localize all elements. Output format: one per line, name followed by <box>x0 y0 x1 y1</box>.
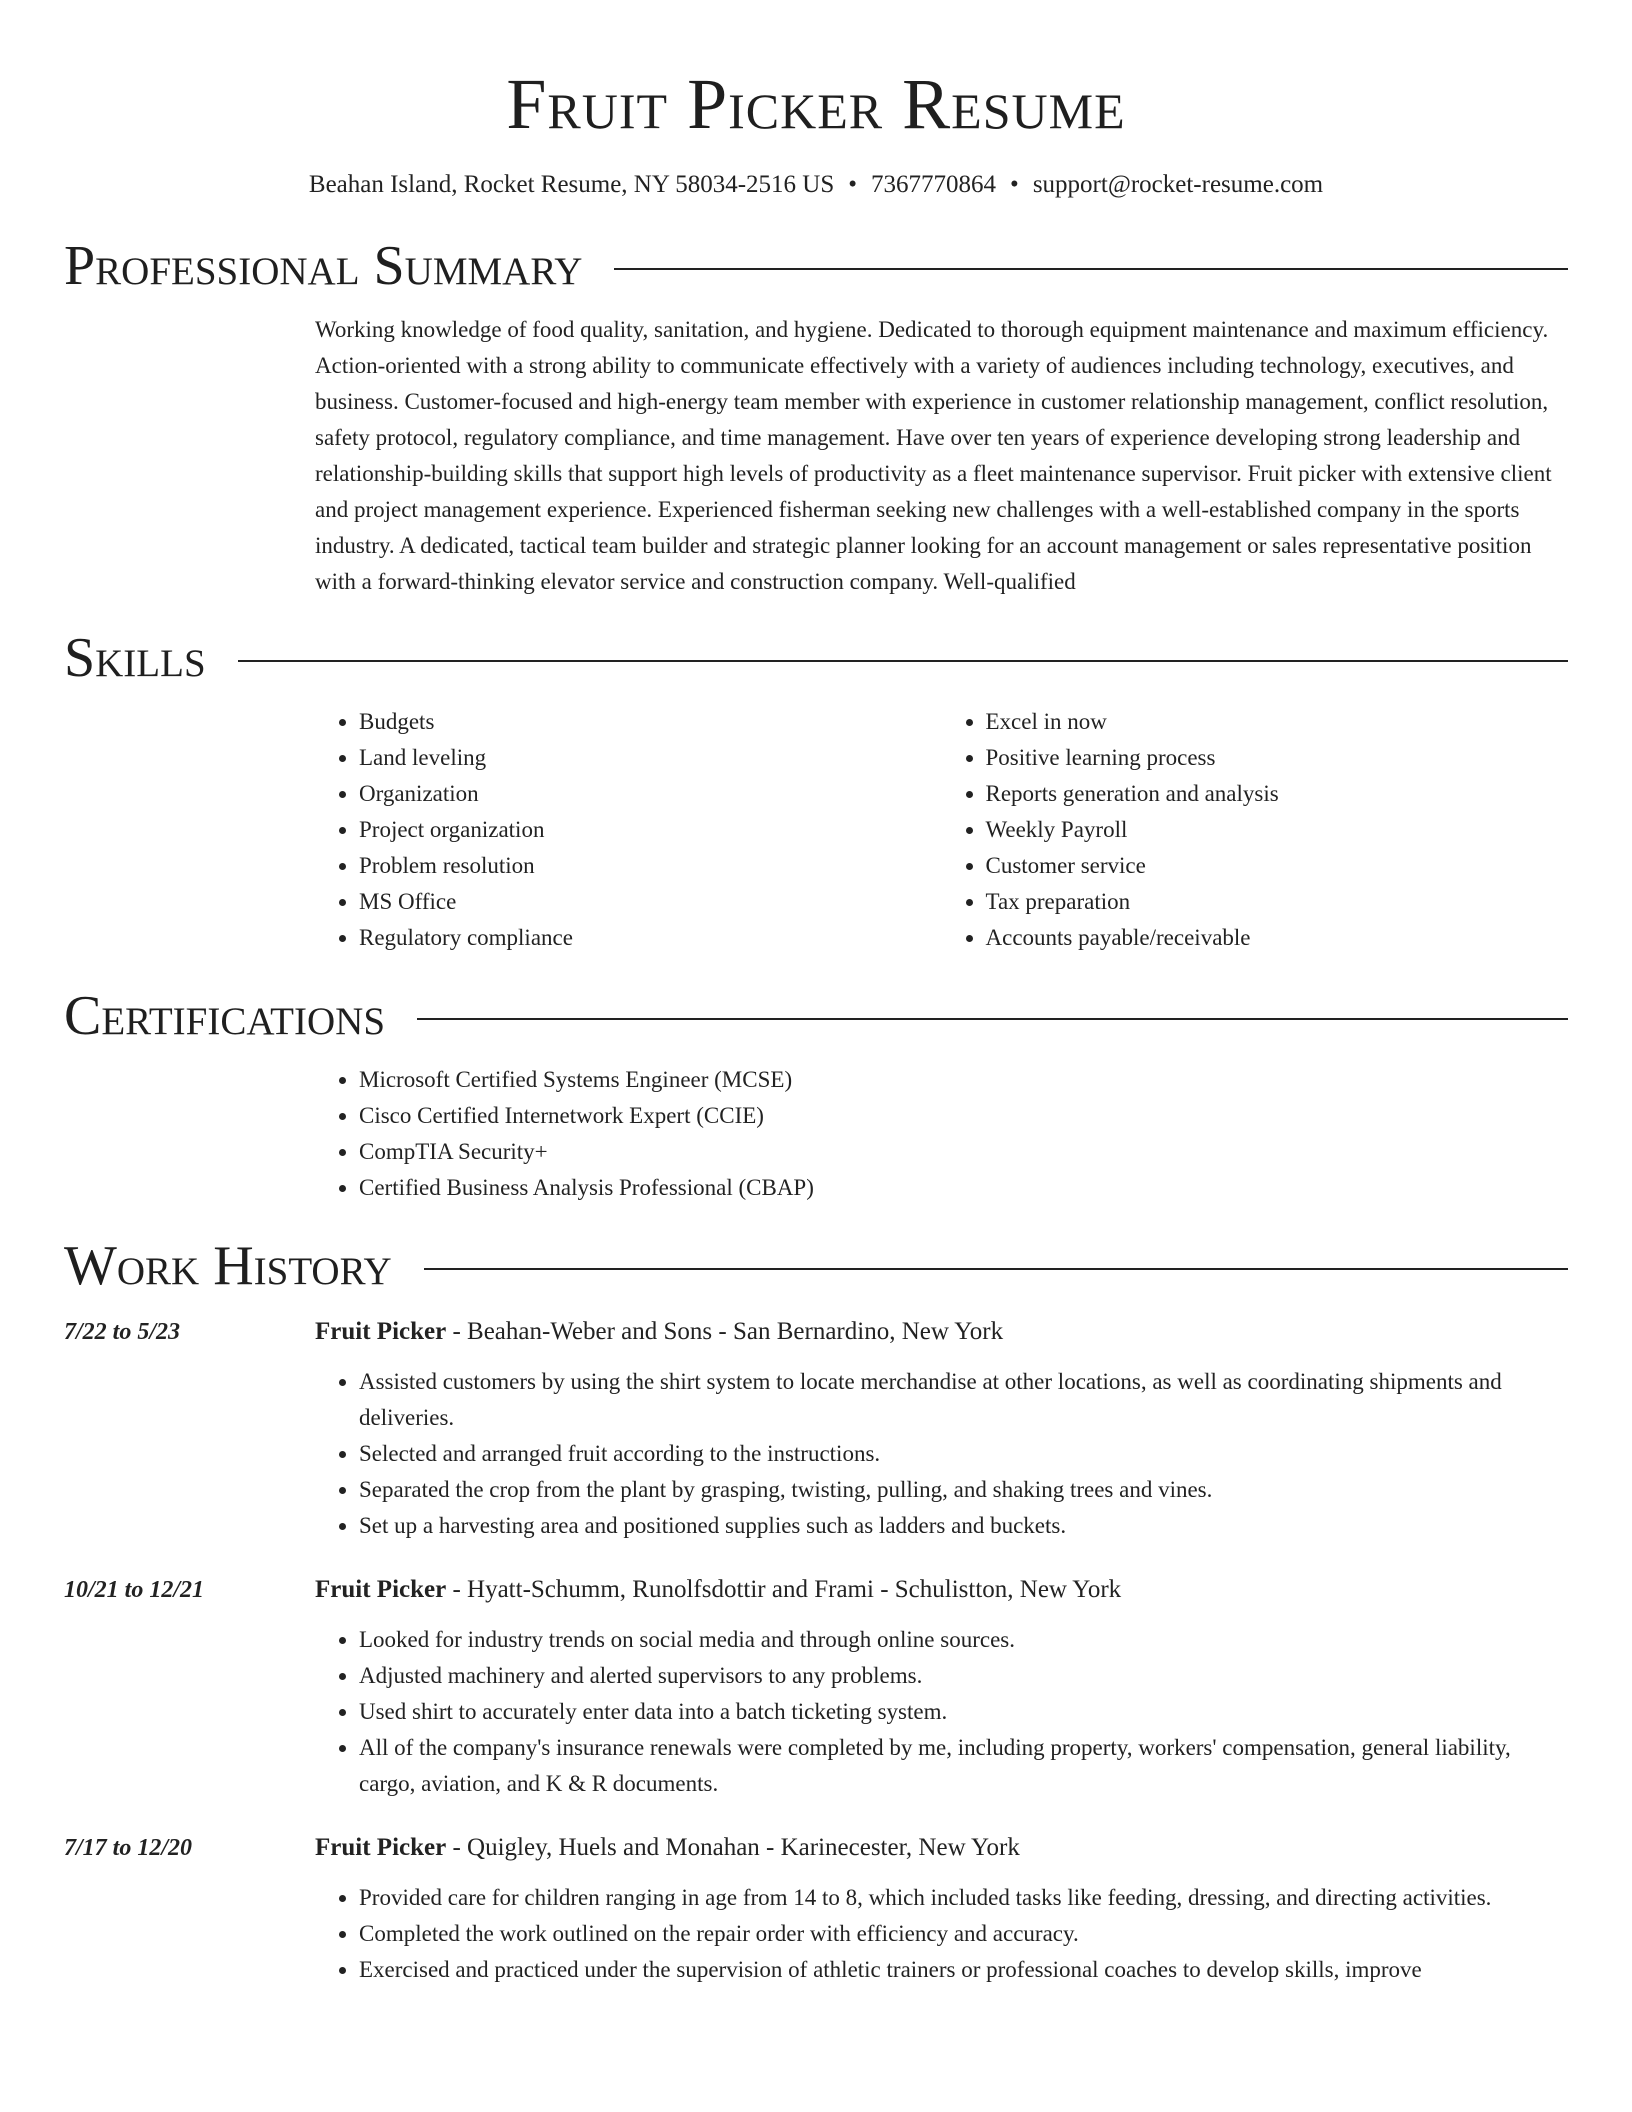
job-employer: - Quigley, Huels and Monahan - Karinecester, New York <box>446 1834 1020 1861</box>
skill-item: • Organization <box>359 776 942 812</box>
skill-item: • Problem resolution <box>359 848 942 884</box>
job-title-line <box>315 1830 1568 1866</box>
section-divider <box>417 1018 1568 1020</box>
job-employer: - Hyatt-Schumm, Runolfsdottir and Frami - Schulistton, New York <box>446 1576 1122 1603</box>
contact-separator: • <box>848 171 858 198</box>
job-details <box>315 1830 1568 1988</box>
contact-email: support@rocket-resume.com <box>1032 171 1324 198</box>
certification-item: • CompTIA Security+ <box>359 1134 1568 1170</box>
summary-heading: Professional Summary <box>64 235 583 297</box>
work-history-list <box>64 1314 1568 1988</box>
skills-column-right <box>942 704 1569 956</box>
certifications-heading: Certifications <box>64 985 386 1047</box>
job-title-line <box>315 1314 1568 1350</box>
skills-column-left <box>315 704 942 956</box>
job-bullet: • Selected and arranged fruit according to the instructions. <box>359 1436 1568 1472</box>
work-history-heading: Work History <box>64 1235 392 1297</box>
certifications-list <box>315 1062 1568 1206</box>
job-bullet: • Completed the work outlined on the repair order with efficiency and accuracy. <box>359 1916 1568 1952</box>
job-details <box>315 1314 1568 1544</box>
skill-item: • Budgets <box>359 704 942 740</box>
job-dates: 7/22 to 5/23 <box>64 1319 181 1345</box>
certification-item: • Cisco Certified Internetwork Expert (CCIE) <box>359 1098 1568 1134</box>
job-employer: - Beahan-Weber and Sons - San Bernardino, New York <box>446 1318 1004 1345</box>
skill-item: • Land leveling <box>359 740 942 776</box>
job-bullet: • Set up a harvesting area and positioned supplies such as ladders and buckets. <box>359 1508 1568 1544</box>
job-title-line <box>315 1572 1568 1608</box>
contact-separator: • <box>1010 171 1019 198</box>
skill-item: • Positive learning process <box>986 740 1569 776</box>
skill-item: • Project organization <box>359 812 942 848</box>
job-entry <box>64 1314 1568 1544</box>
job-bullet: • Looked for industry trends on social media and through online sources. <box>359 1622 1568 1658</box>
job-dates: 7/17 to 12/20 <box>64 1835 193 1861</box>
section-divider <box>424 1268 1568 1270</box>
skill-item: • Customer service <box>986 848 1569 884</box>
job-title: Fruit Picker <box>315 1318 447 1345</box>
skill-item: • Reports generation and analysis <box>986 776 1569 812</box>
job-details <box>315 1572 1568 1802</box>
section-divider <box>238 660 1568 662</box>
section-divider <box>614 268 1568 270</box>
job-bullets <box>315 1364 1568 1544</box>
job-entry <box>64 1830 1568 1988</box>
skills-section-header <box>64 626 1568 690</box>
certification-item: • Microsoft Certified Systems Engineer (MCSE) <box>359 1062 1568 1098</box>
job-title: Fruit Picker <box>315 1834 447 1861</box>
certification-item: • Certified Business Analysis Professional (CBAP) <box>359 1170 1568 1206</box>
skill-item: • Tax preparation <box>986 884 1569 920</box>
job-title: Fruit Picker <box>315 1576 447 1603</box>
summary-text: Working knowledge of food quality, sanitation, and hygiene. Dedicated to thorough equipment maintenance and maximum efficiency. Action-oriented with a strong ability to communicate effectively with a variety of audiences including technology, executives, and business. Customer-focused and high-energy team member with experience in customer relationship management, conflict resolution, safety protocol, regulatory compliance, and time management. Have over ten years of experience developing strong leadership and relationship-building skills that support high levels of productivity as a fleet maintenance supervisor. Fruit picker with extensive client and project management experience. Experienced fisherman seeking new challenges with a well-established company in the sports industry. A dedicated, tactical team builder and strategic planner looking for an account management or sales representative position with a forward-thinking elevator service and construction company. Well-qualified <box>315 317 1552 594</box>
job-bullet: • Used shirt to accurately enter data into a batch ticketing system. <box>359 1694 1568 1730</box>
skills-heading: Skills <box>64 627 206 689</box>
job-dates: 10/21 to 12/21 <box>64 1577 205 1603</box>
job-bullet: • Provided care for children ranging in age from 14 to 8, which included tasks like feeding, dressing, and directing activities. <box>359 1880 1568 1916</box>
job-bullet: • Exercised and practiced under the supervision of athletic trainers or professional coaches to develop skills, improve <box>359 1952 1568 1988</box>
skill-item: • Excel in now <box>986 704 1569 740</box>
job-entry <box>64 1572 1568 1802</box>
summary-section-header <box>64 234 1568 298</box>
work-history-section-header <box>64 1234 1568 1298</box>
skill-item: • Regulatory compliance <box>359 920 942 956</box>
contact-address: Beahan Island, Rocket Resume, NY 58034-2516 US <box>308 171 835 198</box>
job-bullet: • All of the company's insurance renewals were completed by me, including property, workers' compensation, general liability, cargo, aviation, and K & R documents. <box>359 1730 1568 1802</box>
job-bullet: • Adjusted machinery and alerted supervisors to any problems. <box>359 1658 1568 1694</box>
certifications-section-header <box>64 984 1568 1048</box>
job-bullets <box>315 1622 1568 1802</box>
job-bullets <box>315 1880 1568 1988</box>
skill-item: • Accounts payable/receivable <box>986 920 1569 956</box>
job-bullet: • Assisted customers by using the shirt system to locate merchandise at other locations, as well as coordinating shipments and deliveries. <box>359 1364 1568 1436</box>
resume-title: Fruit Picker Resume <box>506 64 1126 144</box>
job-bullet: • Separated the crop from the plant by grasping, twisting, pulling, and shaking trees and vines. <box>359 1472 1568 1508</box>
contact-phone: 7367770864 <box>871 171 997 198</box>
skills-list <box>315 704 1568 956</box>
contact-line <box>64 168 1568 202</box>
skill-item: • Weekly Payroll <box>986 812 1569 848</box>
resume-page <box>64 0 1568 1988</box>
skill-item: • MS Office <box>359 884 942 920</box>
